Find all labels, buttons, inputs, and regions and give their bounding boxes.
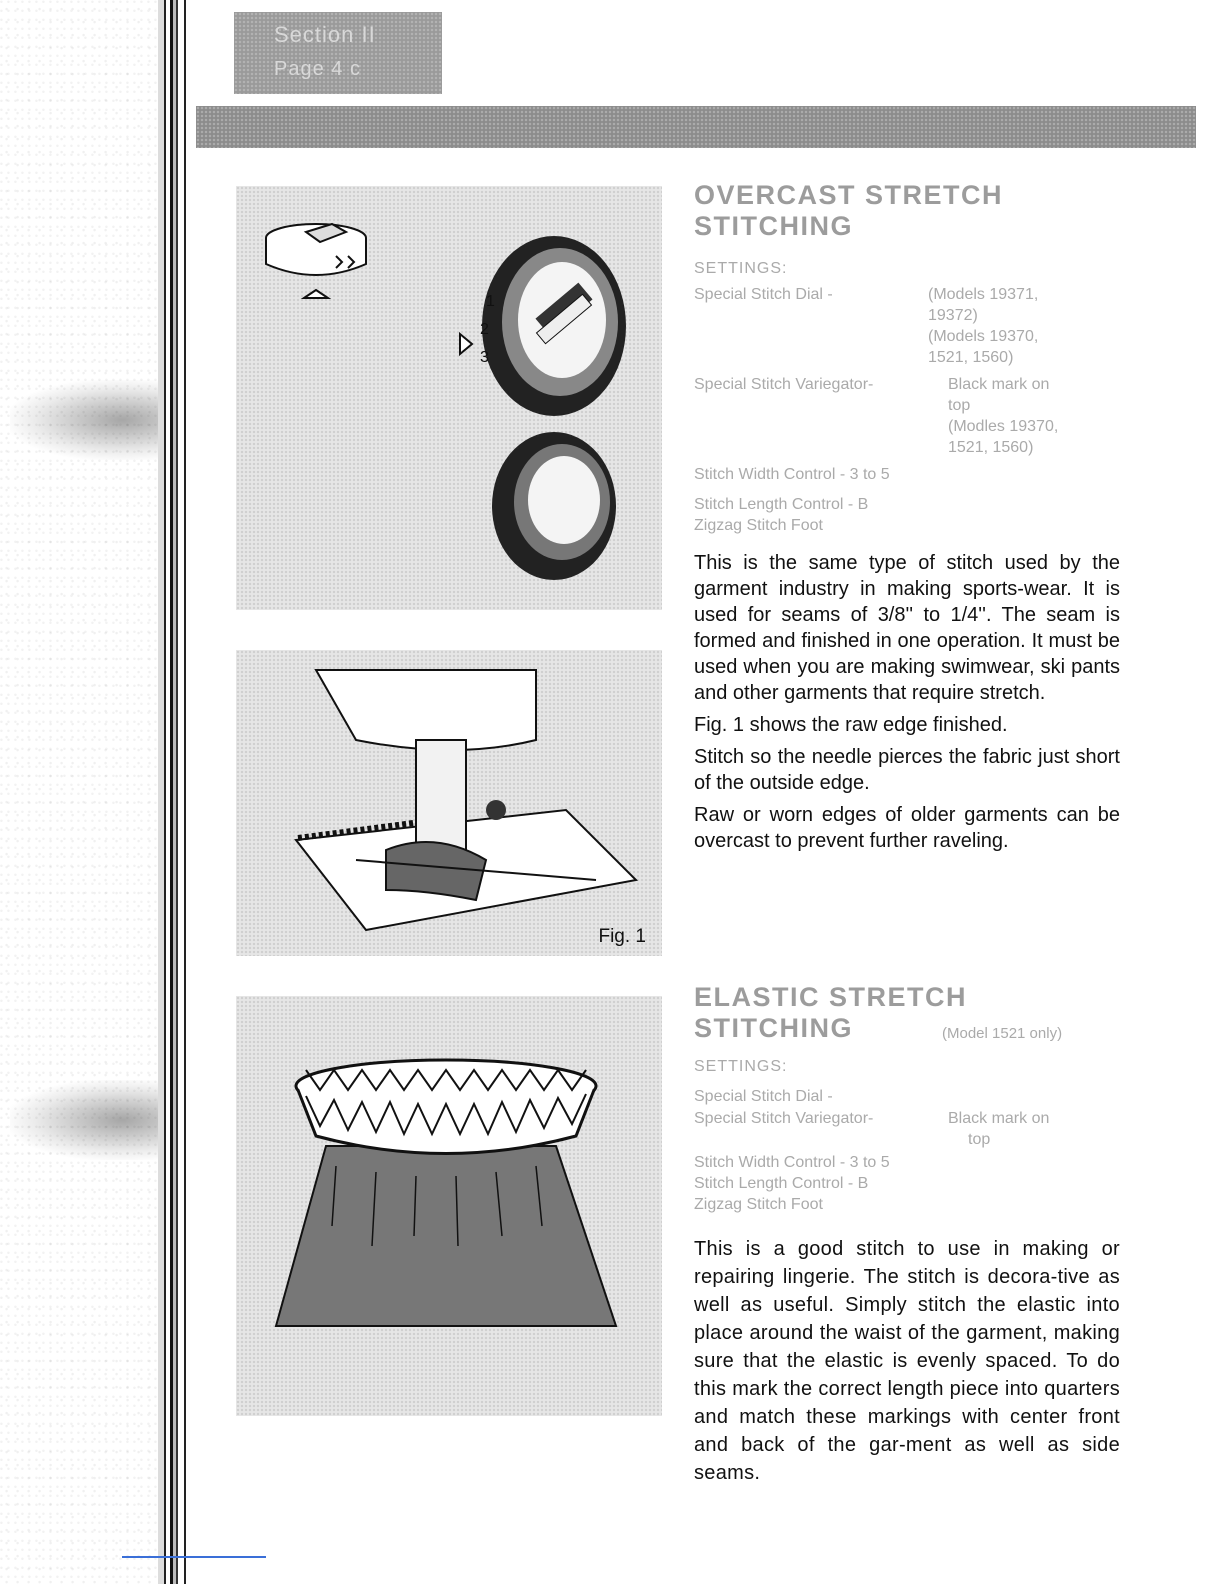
stitch-dial-illustration <box>236 186 662 610</box>
section-tab <box>234 12 442 94</box>
figure-label: Fig. 1 <box>598 926 646 947</box>
setting-variegator-label: Special Stitch Variegator- <box>694 1110 874 1127</box>
elastic-settings-title: SETTINGS: <box>694 1058 788 1075</box>
scan-smudge <box>10 1080 170 1160</box>
setting-foot: Zigzag Stitch Foot <box>694 1196 823 1213</box>
overcast-paragraph: Fig. 1 shows the raw edge finished. <box>694 714 1008 736</box>
setting-length: Stitch Length Control - B <box>694 1175 869 1192</box>
setting-foot: Zigzag Stitch Foot <box>694 517 823 534</box>
setting-variegator-line2: top <box>948 397 971 414</box>
setting-variegator-line1: Black mark on <box>948 376 1050 393</box>
setting-width: Stitch Width Control - 3 to 5 <box>694 1154 890 1171</box>
setting-dial-line3: (Models 19370, <box>928 328 1039 345</box>
overcast-settings <box>694 284 1120 494</box>
bottom-rule <box>122 1556 266 1558</box>
section-label: Section II <box>274 22 376 47</box>
setting-variegator-line4: 1521, 1560) <box>948 439 1034 456</box>
upper-dial-drawing <box>460 236 626 416</box>
overcast-title-line1: OVERCAST STRETCH <box>694 180 1004 210</box>
overcast-body <box>694 550 1120 854</box>
header-band <box>196 106 1196 148</box>
svg-text:1: 1 <box>486 293 495 310</box>
elastic-settings <box>694 1086 1120 1152</box>
page-label: Page 4 c <box>274 58 361 80</box>
lower-dial-drawing <box>492 432 616 580</box>
elastic-title-line2: STITCHING <box>694 1013 853 1043</box>
setting-dial-line1: (Models 19371, <box>928 286 1039 303</box>
setting-variegator-line3: (Modles 19370, <box>948 418 1059 435</box>
setting-length: Stitch Length Control - B <box>694 496 869 513</box>
elastic-section <box>694 982 1120 1487</box>
overcast-section <box>694 180 1120 860</box>
elastic-waistband-illustration <box>236 996 662 1416</box>
elastic-model-note: (Model 1521 only) <box>942 1025 1063 1042</box>
flat-dial-drawing <box>266 224 366 298</box>
setting-variegator-line1: Black mark on <box>948 1110 1050 1127</box>
setting-dial-line4: 1521, 1560) <box>928 349 1014 366</box>
scan-margin <box>0 0 170 1584</box>
svg-text:2: 2 <box>480 321 489 338</box>
overcast-sewing-illustration <box>236 650 662 956</box>
overcast-title-line2: STITCHING <box>694 211 853 241</box>
overcast-paragraph: Raw or worn edges of older garments can be overcast to prevent further raveling. <box>694 804 1120 852</box>
scan-smudge <box>10 380 170 460</box>
elastic-paragraph: This is a good stitch to use in making or repairing lingerie. The stitch is decora-tive as well as useful. Simply stitch the elastic into place around the waist of the garment, making sure that the elastic is evenly spaced. To do this mark the correct length piece into quarters and match these markings with center front and back of the gar-ment as well as side seams. <box>694 1238 1120 1484</box>
overcast-paragraph: Stitch so the needle pierces the fabric just short of the outside edge. <box>694 746 1120 794</box>
elastic-title-line1: ELASTIC STRETCH <box>694 982 968 1012</box>
binding-spine <box>158 0 198 1584</box>
overcast-settings-title: SETTINGS: <box>694 260 788 277</box>
overcast-paragraph: This is the same type of stitch used by the garment industry in making sports-wear. It is used for seams of 3/8'' to 1/4''. The seam is formed and finished in one operation. It must be used when you are making swimwear, ski pants and other garments that require stretch. <box>694 552 1120 704</box>
svg-text:3: 3 <box>480 349 489 366</box>
setting-variegator-line2: top <box>968 1131 991 1148</box>
setting-dial-line2: 19372) <box>928 307 978 324</box>
setting-dial-label: Special Stitch Dial - <box>694 286 833 303</box>
setting-dial: Special Stitch Dial - <box>694 1088 833 1105</box>
setting-variegator-label: Special Stitch Variegator- <box>694 376 874 393</box>
setting-width: Stitch Width Control - 3 to 5 <box>694 466 890 483</box>
